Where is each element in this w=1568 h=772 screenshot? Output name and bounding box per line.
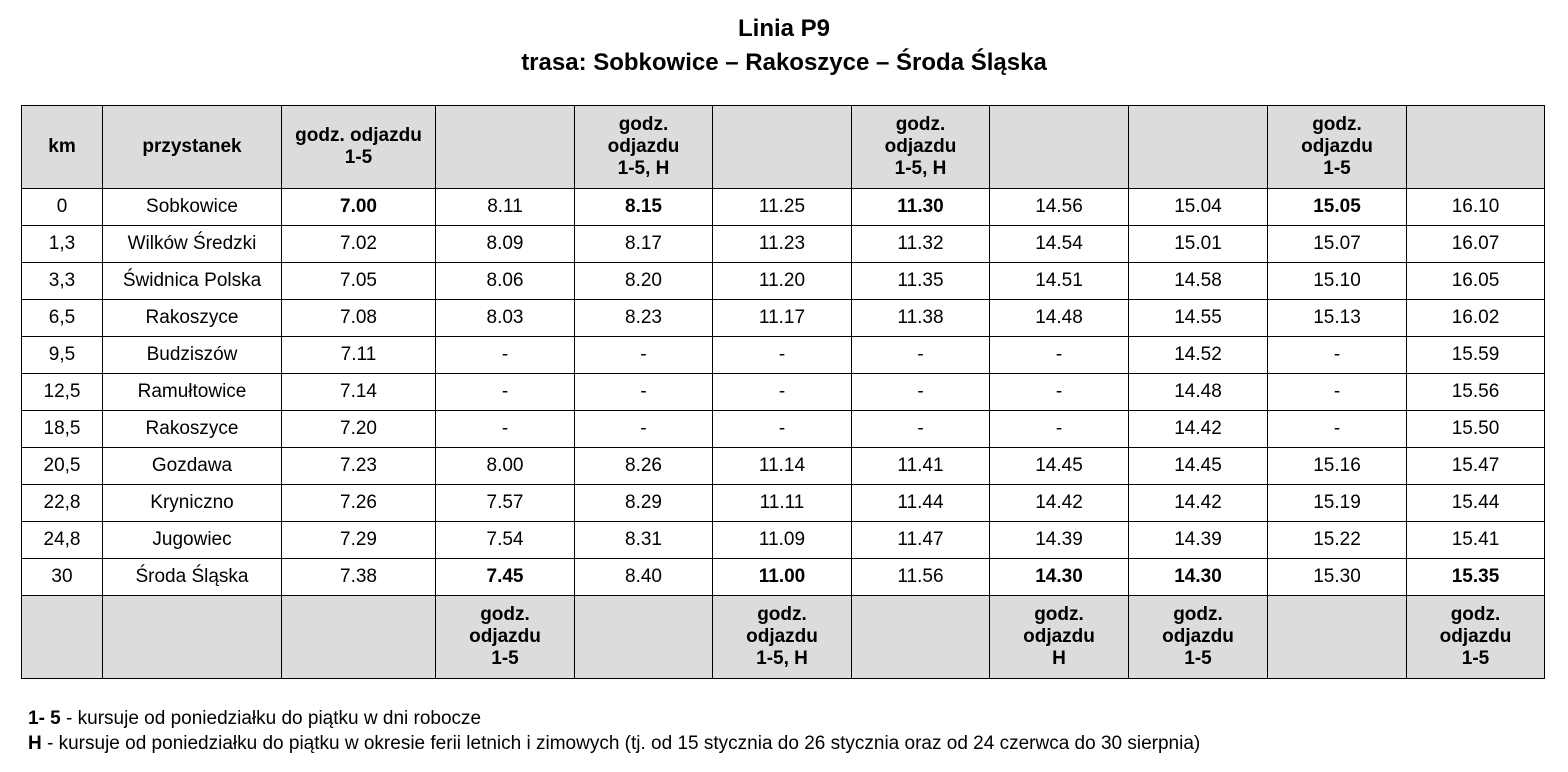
km-cell: 0 (22, 189, 103, 226)
time-cell: 7.05 (282, 263, 436, 300)
header-row-cell: godz. odjazdu 1-5 (282, 106, 436, 189)
km-cell: 24,8 (22, 522, 103, 559)
time-cell: 14.54 (990, 226, 1129, 263)
time-cell: - (1268, 374, 1407, 411)
time-cell: 14.42 (1129, 411, 1268, 448)
time-cell: 7.08 (282, 300, 436, 337)
time-cell: 8.11 (436, 189, 575, 226)
km-cell: 6,5 (22, 300, 103, 337)
time-cell: 16.10 (1407, 189, 1545, 226)
time-cell: 11.25 (713, 189, 852, 226)
time-cell: 8.09 (436, 226, 575, 263)
time-cell: 14.30 (990, 559, 1129, 596)
time-cell: 14.45 (1129, 448, 1268, 485)
time-cell: 7.26 (282, 485, 436, 522)
legend-holidays (28, 732, 1200, 756)
time-cell: 15.13 (1268, 300, 1407, 337)
time-cell: - (990, 374, 1129, 411)
time-cell: 7.29 (282, 522, 436, 559)
time-cell: 14.42 (990, 485, 1129, 522)
time-cell: 14.58 (1129, 263, 1268, 300)
time-cell: 15.07 (1268, 226, 1407, 263)
time-cell: - (1268, 411, 1407, 448)
time-cell: 11.56 (852, 559, 990, 596)
table-row (22, 337, 1545, 374)
km-cell: 18,5 (22, 411, 103, 448)
header-row-cell: godz. odjazdu 1-5, H (852, 106, 990, 189)
time-cell: 15.22 (1268, 522, 1407, 559)
time-cell: 15.16 (1268, 448, 1407, 485)
time-cell: 15.05 (1268, 189, 1407, 226)
time-cell: 14.51 (990, 263, 1129, 300)
footer-row-cell (282, 596, 436, 679)
time-cell: - (990, 337, 1129, 374)
time-cell: - (713, 374, 852, 411)
time-cell: 14.48 (1129, 374, 1268, 411)
footer-row-cell (852, 596, 990, 679)
km-cell: 9,5 (22, 337, 103, 374)
footer-row-cell: godz. odjazdu 1-5 (1129, 596, 1268, 679)
footer-row-cell (575, 596, 713, 679)
stop-name-cell: Ramułtowice (103, 374, 282, 411)
legend-key: H (28, 733, 42, 754)
stop-name-cell: Wilków Średzki (103, 226, 282, 263)
time-cell: 8.15 (575, 189, 713, 226)
time-cell: 7.00 (282, 189, 436, 226)
km-cell: 20,5 (22, 448, 103, 485)
time-cell: - (713, 411, 852, 448)
time-cell: - (575, 337, 713, 374)
footer-row-cell: godz. odjazdu H (990, 596, 1129, 679)
footer-row-cell (22, 596, 103, 679)
footer-row-cell (1268, 596, 1407, 679)
time-cell: 11.14 (713, 448, 852, 485)
header-row-cell (1407, 106, 1545, 189)
legend-text: - kursuje od poniedziałku do piątku w dni robocze (60, 708, 482, 729)
time-cell: - (575, 374, 713, 411)
time-cell: 11.23 (713, 226, 852, 263)
time-cell: 14.48 (990, 300, 1129, 337)
time-cell: 14.52 (1129, 337, 1268, 374)
time-cell: 7.38 (282, 559, 436, 596)
stop-name-cell: Jugowiec (103, 522, 282, 559)
km-cell: 30 (22, 559, 103, 596)
table-row (22, 411, 1545, 448)
header-row-cell: km (22, 106, 103, 189)
table-row (22, 485, 1545, 522)
table-row (22, 559, 1545, 596)
time-cell: 14.55 (1129, 300, 1268, 337)
header-row-cell: godz. odjazdu 1-5, H (575, 106, 713, 189)
time-cell: 11.41 (852, 448, 990, 485)
time-cell: 11.47 (852, 522, 990, 559)
time-cell: 14.45 (990, 448, 1129, 485)
time-cell: 14.39 (990, 522, 1129, 559)
legend-weekdays (28, 707, 481, 731)
header-row (22, 106, 1545, 189)
time-cell: 15.30 (1268, 559, 1407, 596)
time-cell: 15.04 (1129, 189, 1268, 226)
time-cell: 11.30 (852, 189, 990, 226)
time-cell: 11.09 (713, 522, 852, 559)
time-cell: 11.32 (852, 226, 990, 263)
km-cell: 12,5 (22, 374, 103, 411)
time-cell: 15.59 (1407, 337, 1545, 374)
time-cell: - (852, 337, 990, 374)
time-cell: - (1268, 337, 1407, 374)
time-cell: 8.20 (575, 263, 713, 300)
time-cell: 11.17 (713, 300, 852, 337)
timetable (21, 105, 1545, 679)
footer-row-cell (103, 596, 282, 679)
time-cell: 7.20 (282, 411, 436, 448)
header-row-cell (436, 106, 575, 189)
route-subtitle: trasa: Sobkowice – Rakoszyce – Środa Śląska (521, 49, 1047, 76)
time-cell: 8.17 (575, 226, 713, 263)
time-cell: 8.06 (436, 263, 575, 300)
time-cell: 15.19 (1268, 485, 1407, 522)
time-cell: 8.31 (575, 522, 713, 559)
time-cell: 11.11 (713, 485, 852, 522)
time-cell: 7.23 (282, 448, 436, 485)
time-cell: 7.14 (282, 374, 436, 411)
time-cell: 11.38 (852, 300, 990, 337)
footer-row-cell: godz. odjazdu 1-5, H (713, 596, 852, 679)
legend-key: 1- 5 (28, 708, 61, 729)
time-cell: 14.39 (1129, 522, 1268, 559)
time-cell: 15.10 (1268, 263, 1407, 300)
time-cell: 15.41 (1407, 522, 1545, 559)
time-cell: 8.03 (436, 300, 575, 337)
time-cell: 7.45 (436, 559, 575, 596)
time-cell: 7.02 (282, 226, 436, 263)
time-cell: - (436, 374, 575, 411)
time-cell: - (436, 411, 575, 448)
header-row-cell (990, 106, 1129, 189)
time-cell: - (436, 337, 575, 374)
time-cell: 14.56 (990, 189, 1129, 226)
stop-name-cell: Kryniczno (103, 485, 282, 522)
table-row (22, 448, 1545, 485)
footer-row-cell: godz. odjazdu 1-5 (1407, 596, 1545, 679)
table-row (22, 300, 1545, 337)
time-cell: 16.02 (1407, 300, 1545, 337)
legend-text: - kursuje od poniedziałku do piątku w okresie ferii letnich i zimowych (tj. od 15 stycznia do 26 stycznia oraz od 24 czerwca do 30 sierpnia) (41, 733, 1201, 754)
table-row (22, 189, 1545, 226)
time-cell: 15.01 (1129, 226, 1268, 263)
stop-name-cell: Sobkowice (103, 189, 282, 226)
time-cell: 15.44 (1407, 485, 1545, 522)
time-cell: 7.57 (436, 485, 575, 522)
time-cell: 8.26 (575, 448, 713, 485)
table-row (22, 522, 1545, 559)
time-cell: 7.54 (436, 522, 575, 559)
header-row-cell (713, 106, 852, 189)
time-cell: 8.29 (575, 485, 713, 522)
table-row (22, 226, 1545, 263)
time-cell: 11.44 (852, 485, 990, 522)
time-cell: 16.05 (1407, 263, 1545, 300)
time-cell: 15.56 (1407, 374, 1545, 411)
time-cell: - (575, 411, 713, 448)
page-title: Linia P9 (737, 15, 831, 42)
header-row-cell: przystanek (103, 106, 282, 189)
footer-row (22, 596, 1545, 679)
stop-name-cell: Świdnica Polska (103, 263, 282, 300)
footer-row-cell: godz. odjazdu 1-5 (436, 596, 575, 679)
time-cell: 16.07 (1407, 226, 1545, 263)
table-row (22, 263, 1545, 300)
time-cell: 7.11 (282, 337, 436, 374)
time-cell: 14.42 (1129, 485, 1268, 522)
time-cell: 11.20 (713, 263, 852, 300)
stop-name-cell: Gozdawa (103, 448, 282, 485)
km-cell: 22,8 (22, 485, 103, 522)
time-cell: 8.40 (575, 559, 713, 596)
header-row-cell: godz. odjazdu 1-5 (1268, 106, 1407, 189)
stop-name-cell: Środa Śląska (103, 559, 282, 596)
time-cell: - (852, 411, 990, 448)
time-cell: 8.00 (436, 448, 575, 485)
time-cell: - (852, 374, 990, 411)
time-cell: 15.50 (1407, 411, 1545, 448)
stop-name-cell: Rakoszyce (103, 300, 282, 337)
time-cell: 8.23 (575, 300, 713, 337)
time-cell: 14.30 (1129, 559, 1268, 596)
time-cell: 15.47 (1407, 448, 1545, 485)
time-cell: 11.00 (713, 559, 852, 596)
stop-name-cell: Budziszów (103, 337, 282, 374)
km-cell: 1,3 (22, 226, 103, 263)
time-cell: 11.35 (852, 263, 990, 300)
time-cell: - (990, 411, 1129, 448)
time-cell: 15.35 (1407, 559, 1545, 596)
table-row (22, 374, 1545, 411)
header-row-cell (1129, 106, 1268, 189)
km-cell: 3,3 (22, 263, 103, 300)
time-cell: - (713, 337, 852, 374)
stop-name-cell: Rakoszyce (103, 411, 282, 448)
